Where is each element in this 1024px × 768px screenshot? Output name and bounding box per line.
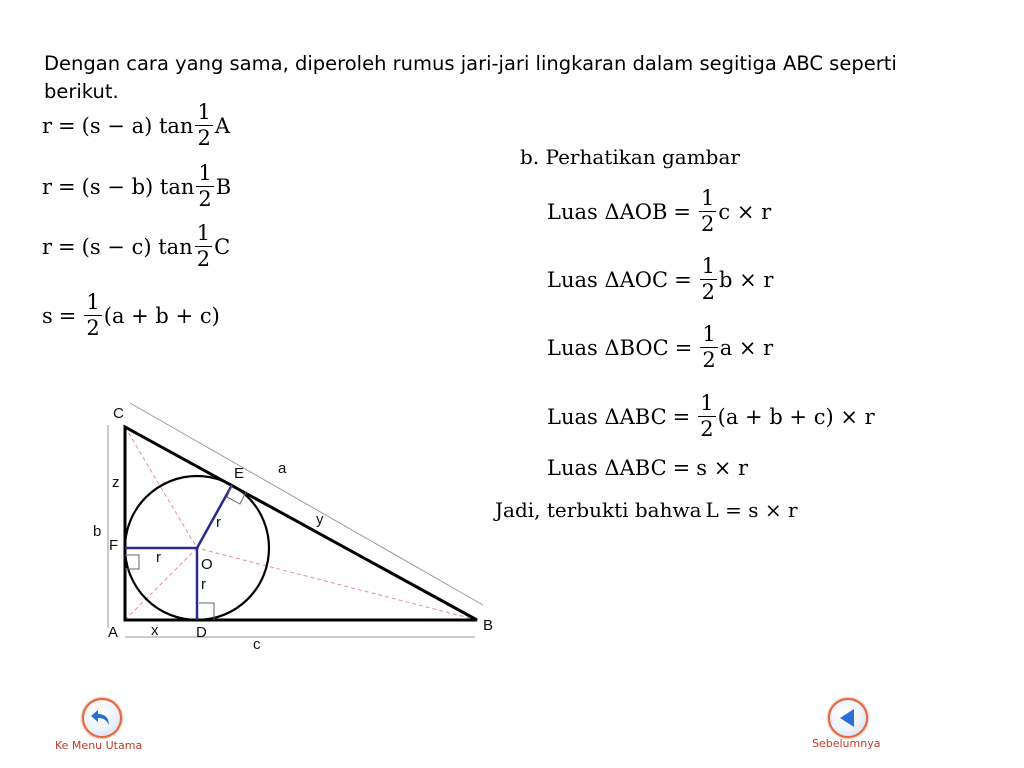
formula-r-b: r = (s − b) tan $\frac{1}{2}$ B [42, 161, 232, 211]
label-point-f: F [109, 537, 119, 554]
formula-s: s = $\frac{1}{2}$ (a + b + c) [42, 290, 220, 340]
label-point-e: E [234, 465, 245, 482]
fraction: $\frac{1}{2}$ [701, 254, 716, 304]
label-vertex-c: C [113, 405, 124, 422]
home-button[interactable] [82, 698, 122, 738]
formula-lhs: Luas ΔAOC [547, 267, 669, 292]
formula-rhs: (a + b + c) [103, 303, 220, 328]
formula-lhs: r [42, 234, 53, 259]
label-radius-oe: r [216, 514, 221, 531]
area-formula-abc-s: Luas ΔABC = s × r [547, 456, 749, 480]
label-side-c: c [253, 636, 261, 653]
formula-lhs: Luas ΔAOB [547, 199, 668, 224]
formula-mid: (s − c) tan [81, 234, 193, 259]
formula-mid: (s − a) tan [81, 113, 194, 138]
intro-text: Dengan cara yang sama, diperoleh rumus jari-jari lingkaran dalam segitiga ABC seperti berikut. [44, 52, 897, 103]
conclusion-text: Jadi, terbukti bahwa [495, 498, 702, 522]
formula-rhs: a × r [719, 335, 774, 360]
label-y: y [316, 511, 324, 528]
area-formula-aob: Luas ΔAOB = $\frac{1}{2}$ c × r [547, 186, 772, 236]
label-z: z [112, 474, 120, 491]
formula-lhs: Luas ΔABC [547, 404, 667, 429]
fraction: $\frac{1}{2}$ [198, 161, 212, 211]
fraction: $\frac{1}{2}$ [700, 391, 714, 441]
return-arrow-icon [84, 700, 120, 736]
previous-button-label[interactable]: Sebelumnya [812, 737, 881, 750]
previous-button[interactable] [828, 698, 868, 738]
formula-lhs: Luas ΔABC [547, 456, 667, 480]
label-vertex-a: A [108, 624, 119, 641]
formula-lhs: r [42, 174, 53, 199]
label-side-a: a [278, 460, 287, 477]
formula-rhs: C [214, 234, 231, 259]
formula-rhs: b × r [719, 267, 774, 292]
conclusion-formula: L = s × r [705, 498, 798, 522]
label-point-d: D [196, 624, 207, 641]
label-radius-of: r [156, 549, 161, 566]
area-formula-abc-sum: Luas ΔABC = $\frac{1}{2}$ (a + b + c) × r [547, 391, 875, 441]
triangle-left-icon [830, 700, 866, 736]
fraction: $\frac{1}{2}$ [196, 221, 211, 271]
formula-lhs: r [42, 113, 53, 138]
label-radius-od: r [201, 576, 206, 593]
fraction: $\frac{1}{2}$ [86, 290, 100, 340]
formula-r-a: r = (s − a) tan $\frac{1}{2}$ A [42, 100, 230, 150]
label-center-o: O [201, 556, 213, 573]
formula-rhs: (a + b + c) × r [717, 404, 875, 429]
formula-lhs: Luas ΔBOC [547, 335, 669, 360]
label-x: x [151, 622, 159, 639]
fraction: $\frac{1}{2}$ [701, 186, 715, 236]
formula-rhs: c × r [718, 199, 772, 224]
formula-rhs: B [215, 174, 232, 199]
formula-rhs: A [214, 113, 230, 138]
area-formula-aoc: Luas ΔAOC = $\frac{1}{2}$ b × r [547, 254, 774, 304]
section-header: b. Perhatikan gambar [520, 145, 740, 169]
formula-rhs: s × r [696, 456, 749, 480]
home-button-label[interactable]: Ke Menu Utama [55, 739, 143, 752]
formula-mid: (s − b) tan [81, 174, 195, 199]
fraction: $\frac{1}{2}$ [197, 100, 211, 150]
label-vertex-b: B [483, 617, 494, 634]
area-formula-boc: Luas ΔBOC = $\frac{1}{2}$ a × r [547, 322, 774, 372]
formula-lhs: s [42, 303, 53, 328]
formula-r-c: r = (s − c) tan $\frac{1}{2}$ C [42, 221, 231, 271]
fraction: $\frac{1}{2}$ [702, 322, 716, 372]
label-side-b: b [93, 523, 102, 540]
